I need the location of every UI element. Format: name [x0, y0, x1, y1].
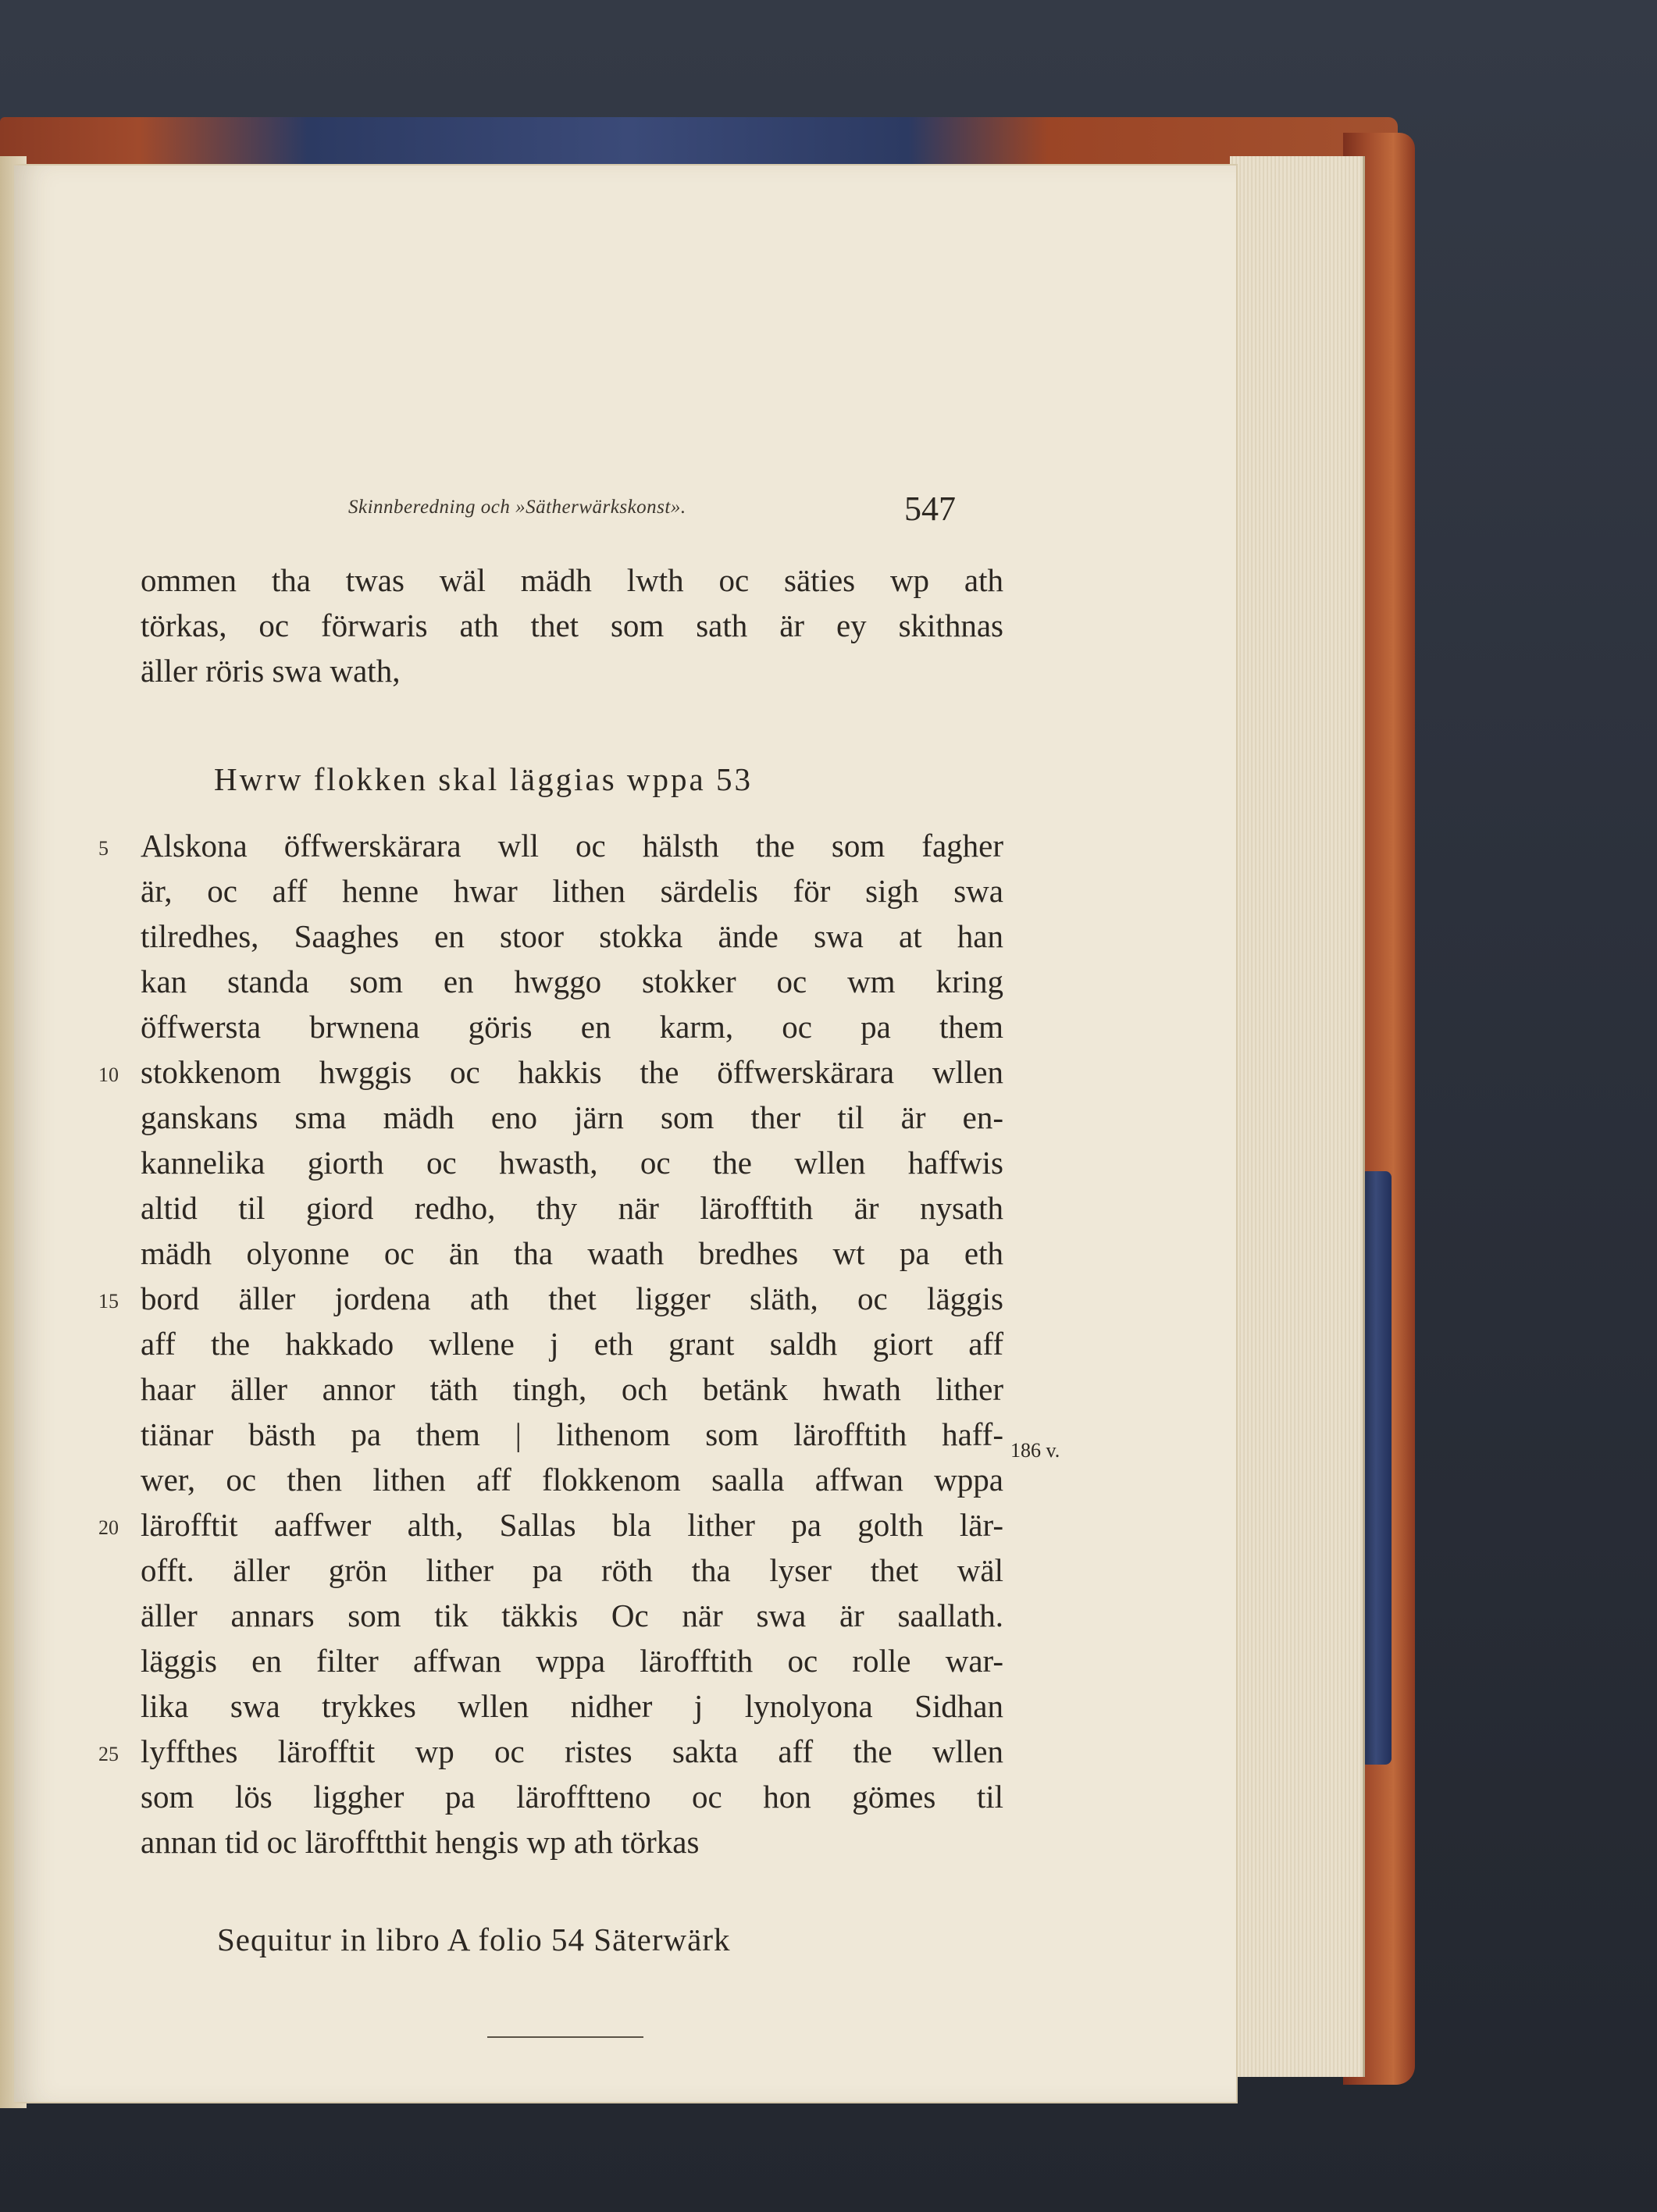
line-number: 5: [98, 837, 109, 860]
text-line: öffwersta brwnena göris en karm, oc pa them: [141, 1009, 1003, 1045]
text-line: törkas, oc förwaris ath thet som sath är ey skithnas: [141, 607, 1003, 643]
text-line: haar äller annor täth tingh, och betänk hwath lither: [141, 1371, 1003, 1407]
text-line: ganskans sma mädh eno järn som ther til är en-: [141, 1099, 1003, 1135]
text-line: lika swa trykkes wllen nidher j lynolyona Sidhan: [141, 1688, 1003, 1724]
page-stack-edge: [1230, 156, 1365, 2077]
text-line: aff the hakkado wllene j eth grant saldh giort aff: [141, 1326, 1003, 1362]
text-line: annan tid oc lärofftthit hengis wp ath törkas: [141, 1824, 700, 1860]
text-line: wer, oc then lithen aff flokkenom saalla affwan wppa: [141, 1462, 1003, 1498]
margin-folio-note: 186 v.: [1010, 1439, 1060, 1462]
line-number: 25: [98, 1743, 119, 1765]
text-line: offt. äller grön lither pa röth tha lyser thet wäl: [141, 1552, 1003, 1588]
cover-marbled-panel: [1360, 1171, 1392, 1765]
text-line: lärofftit aaffwer alth, Sallas bla lither pa golth lär-: [141, 1507, 1003, 1543]
text-line: mädh olyonne oc än tha waath bredhes wt pa eth: [141, 1235, 1003, 1271]
page-number: 547: [904, 490, 956, 528]
text-line: altid til giord redho, thy när lärofftith är nysath: [141, 1190, 1003, 1226]
text-line: kan standa som en hwggo stokker oc wm kring: [141, 964, 1003, 999]
text-line: lyffthes lärofftit wp oc ristes sakta aff the wllen: [141, 1733, 1003, 1769]
text-line: tilredhes, Saaghes en stoor stokka ände swa at han: [141, 918, 1003, 954]
line-number: 10: [98, 1063, 119, 1086]
text-line: läggis en filter affwan wppa lärofftith oc rolle war-: [141, 1643, 1003, 1679]
section-heading: Hwrw flokken skal läggias wppa 53: [214, 761, 753, 797]
line-number: 20: [98, 1516, 119, 1539]
text-line: bord äller jordena ath thet ligger släth, oc läggis: [141, 1281, 1003, 1316]
line-number: 15: [98, 1290, 119, 1313]
text-line: tiänar bästh pa them | lithenom som lärofftith haff-: [141, 1416, 1003, 1452]
closing-line: Sequitur in libro A folio 54 Säterwärk: [217, 1922, 731, 1957]
text-line: kannelika giorth oc hwasth, oc the wllen haffwis: [141, 1145, 1003, 1181]
text-line: som lös liggher pa lärofftteno oc hon gömes til: [141, 1779, 1003, 1815]
text-line: ommen tha twas wäl mädh lwth oc säties wp ath: [141, 562, 1003, 598]
text-line: Alskona öffwerskärara wll oc hälsth the som fagher: [141, 828, 1003, 864]
text-line: stokkenom hwggis oc hakkis the öffwerskärara wllen: [141, 1054, 1003, 1090]
text-line: äller röris swa wath,: [141, 653, 401, 689]
book-cover-top-edge: [0, 117, 1398, 164]
end-rule: [487, 2036, 643, 2038]
book-page: [14, 166, 1236, 2102]
text-line: är, oc aff henne hwar lithen särdelis för sigh swa: [141, 873, 1003, 909]
running-head: Skinnberedning och »Sätherwärkskonst».: [348, 497, 686, 518]
text-line: äller annars som tik täkkis Oc när swa är saallath.: [141, 1598, 1003, 1633]
